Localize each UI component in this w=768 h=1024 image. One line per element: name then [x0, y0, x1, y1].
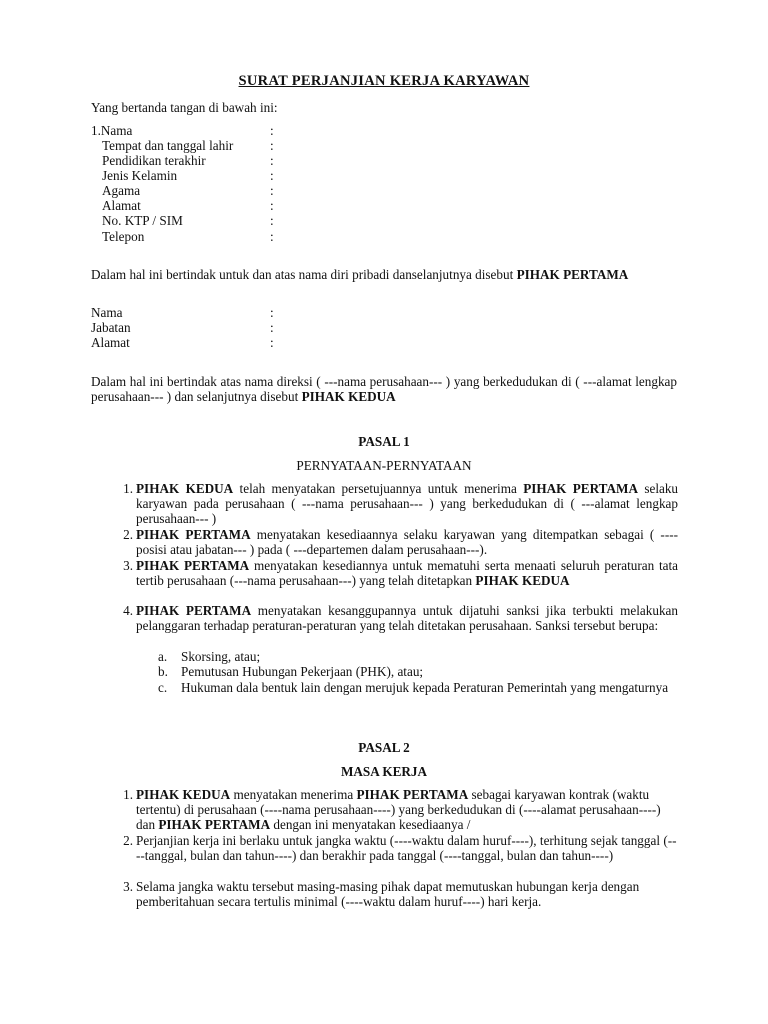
list-item: Selama jangka waktu tersebut masing-masing pihak dapat memutuskan hubungan kerja dengan pemberitahuan secara tertulis minimal (----waktu dalam huruf----) hari kerja.: [136, 879, 640, 910]
field-colon: :: [270, 183, 274, 198]
field-label: Jabatan: [91, 320, 131, 335]
field-label: Jenis Kelamin: [102, 168, 178, 183]
list-number: 3.: [123, 879, 133, 894]
party-name: PIHAK PERTAMA: [136, 603, 252, 618]
sub-letter: a.: [158, 649, 168, 664]
list-item: [136, 787, 678, 833]
party-name: PIHAK PERTAMA: [136, 558, 250, 573]
item-text: sebagai karyawan kontrak (waktu tertentu) di perusahaan (----nama perusahaan----) yang berkedudukan di (----alamat perusahaan----) dan: [136, 787, 661, 833]
field-label: Nama: [91, 305, 123, 320]
sub-item-text: Hukuman dala bentuk lain dengan merujuk kepada Peraturan Pemerintah yang mengaturnya: [181, 680, 669, 695]
list-number: 4.: [123, 603, 133, 618]
list-item: Perjanjian kerja ini berlaku untuk jangka waktu (----waktu dalam huruf----), terhitung sejak tanggal (----tanggal, bulan dan tahun----) dan berakhir pada tanggal (----tanggal, bulan dan tahun----): [136, 833, 677, 864]
list-item: [136, 558, 678, 588]
field-label: No. KTP / SIM: [102, 213, 183, 228]
statement-text: Dalam hal ini bertindak untuk dan atas nama diri pribadi danselanjutnya disebut: [91, 267, 514, 282]
party-name: PIHAK KEDUA: [475, 573, 570, 589]
item-text: telah menyatakan persetujuannya untuk menerima: [239, 481, 517, 496]
party-name: PIHAK PERTAMA: [516, 267, 629, 282]
item-text: menyatakan menerima: [233, 787, 354, 802]
list-item: [136, 603, 678, 633]
field-colon: :: [270, 123, 274, 138]
sub-item-text: Skorsing, atau;: [181, 649, 261, 664]
field-label: Pendidikan terakhir: [102, 153, 206, 168]
list-number: 1.: [123, 481, 133, 496]
sub-letter: b.: [158, 664, 168, 679]
item-text: selaku karyawan pada perusahaan ( ---nama perusahaan--- ) yang berkedudukan di ( ---alamat lengkap perusahaan--- ): [136, 481, 679, 527]
statement-text: Dalam hal ini bertindak atas nama direksi ( ---nama perusahaan--- ) yang berkedudukan di ( ---alamat lengkap perusahaan--- ) dan selanjutnya disebut: [91, 374, 677, 405]
party-name: PIHAK PERTAMA: [523, 481, 638, 496]
field-label: Alamat: [91, 335, 130, 350]
field-colon: :: [270, 168, 274, 183]
field-colon: :: [270, 335, 274, 350]
field-colon: :: [270, 138, 274, 153]
item-text: menyatakan kesanggupannya untuk dijatuhi sanksi jika terbukti melakukan pelanggaran terhadap peraturan-peraturan yang telah ditetakan perusahaan. Sanksi tersebut berupa:: [136, 603, 679, 634]
party-name: PIHAK PERTAMA: [356, 787, 469, 802]
party-name: PIHAK KEDUA: [301, 389, 396, 405]
pasal2-subheading: MASA KERJA: [340, 764, 428, 779]
pasal1-heading: PASAL 1: [358, 434, 410, 449]
field-label: Agama: [102, 183, 141, 198]
party-name: PIHAK KEDUA: [136, 481, 234, 496]
item-text: dengan ini menyatakan kesediaanya /: [273, 817, 471, 833]
field-label: 1.Nama: [91, 123, 133, 138]
field-colon: :: [270, 320, 274, 335]
list-number: 2.: [123, 833, 133, 848]
field-colon: :: [270, 229, 274, 244]
sub-letter: c.: [158, 680, 168, 695]
field-colon: :: [270, 153, 274, 168]
item-text: menyatakan kesediannya untuk mematuhi serta menaati seluruh peraturan tata tertib perusahaan (---nama perusahaan---) yang telah ditetapkan: [136, 558, 678, 589]
field-colon: :: [270, 198, 274, 213]
intro-text: Yang bertanda tangan di bawah ini:: [91, 100, 278, 115]
field-label: Telepon: [102, 229, 145, 244]
party-name: PIHAK PERTAMA: [158, 817, 271, 833]
list-number: 1.: [123, 787, 133, 802]
field-colon: :: [270, 305, 274, 320]
list-number: 2.: [123, 527, 133, 542]
list-number: 3.: [123, 558, 133, 573]
item-text: menyatakan kesediaannya selaku karyawan yang ditempatkan sebagai ( ----posisi atau jabatan--- ) pada ( ---departemen dalam perusahaan---).: [136, 527, 678, 558]
field-label: Tempat dan tanggal lahir: [102, 138, 234, 153]
list-item: [136, 481, 678, 527]
sub-item-text: Pemutusan Hubungan Pekerjaan (PHK), atau;: [181, 664, 424, 679]
list-item: [136, 527, 678, 557]
party2-statement: [91, 374, 677, 404]
party-name: PIHAK KEDUA: [136, 787, 231, 802]
party1-statement: [91, 267, 677, 282]
pasal1-subheading: PERNYATAAN-PERNYATAAN: [296, 458, 472, 473]
party-name: PIHAK PERTAMA: [136, 527, 251, 542]
field-label: Alamat: [102, 198, 141, 213]
pasal2-heading: PASAL 2: [358, 740, 410, 755]
document-title: SURAT PERJANJIAN KERJA KARYAWAN: [238, 73, 530, 89]
field-colon: :: [270, 213, 274, 228]
